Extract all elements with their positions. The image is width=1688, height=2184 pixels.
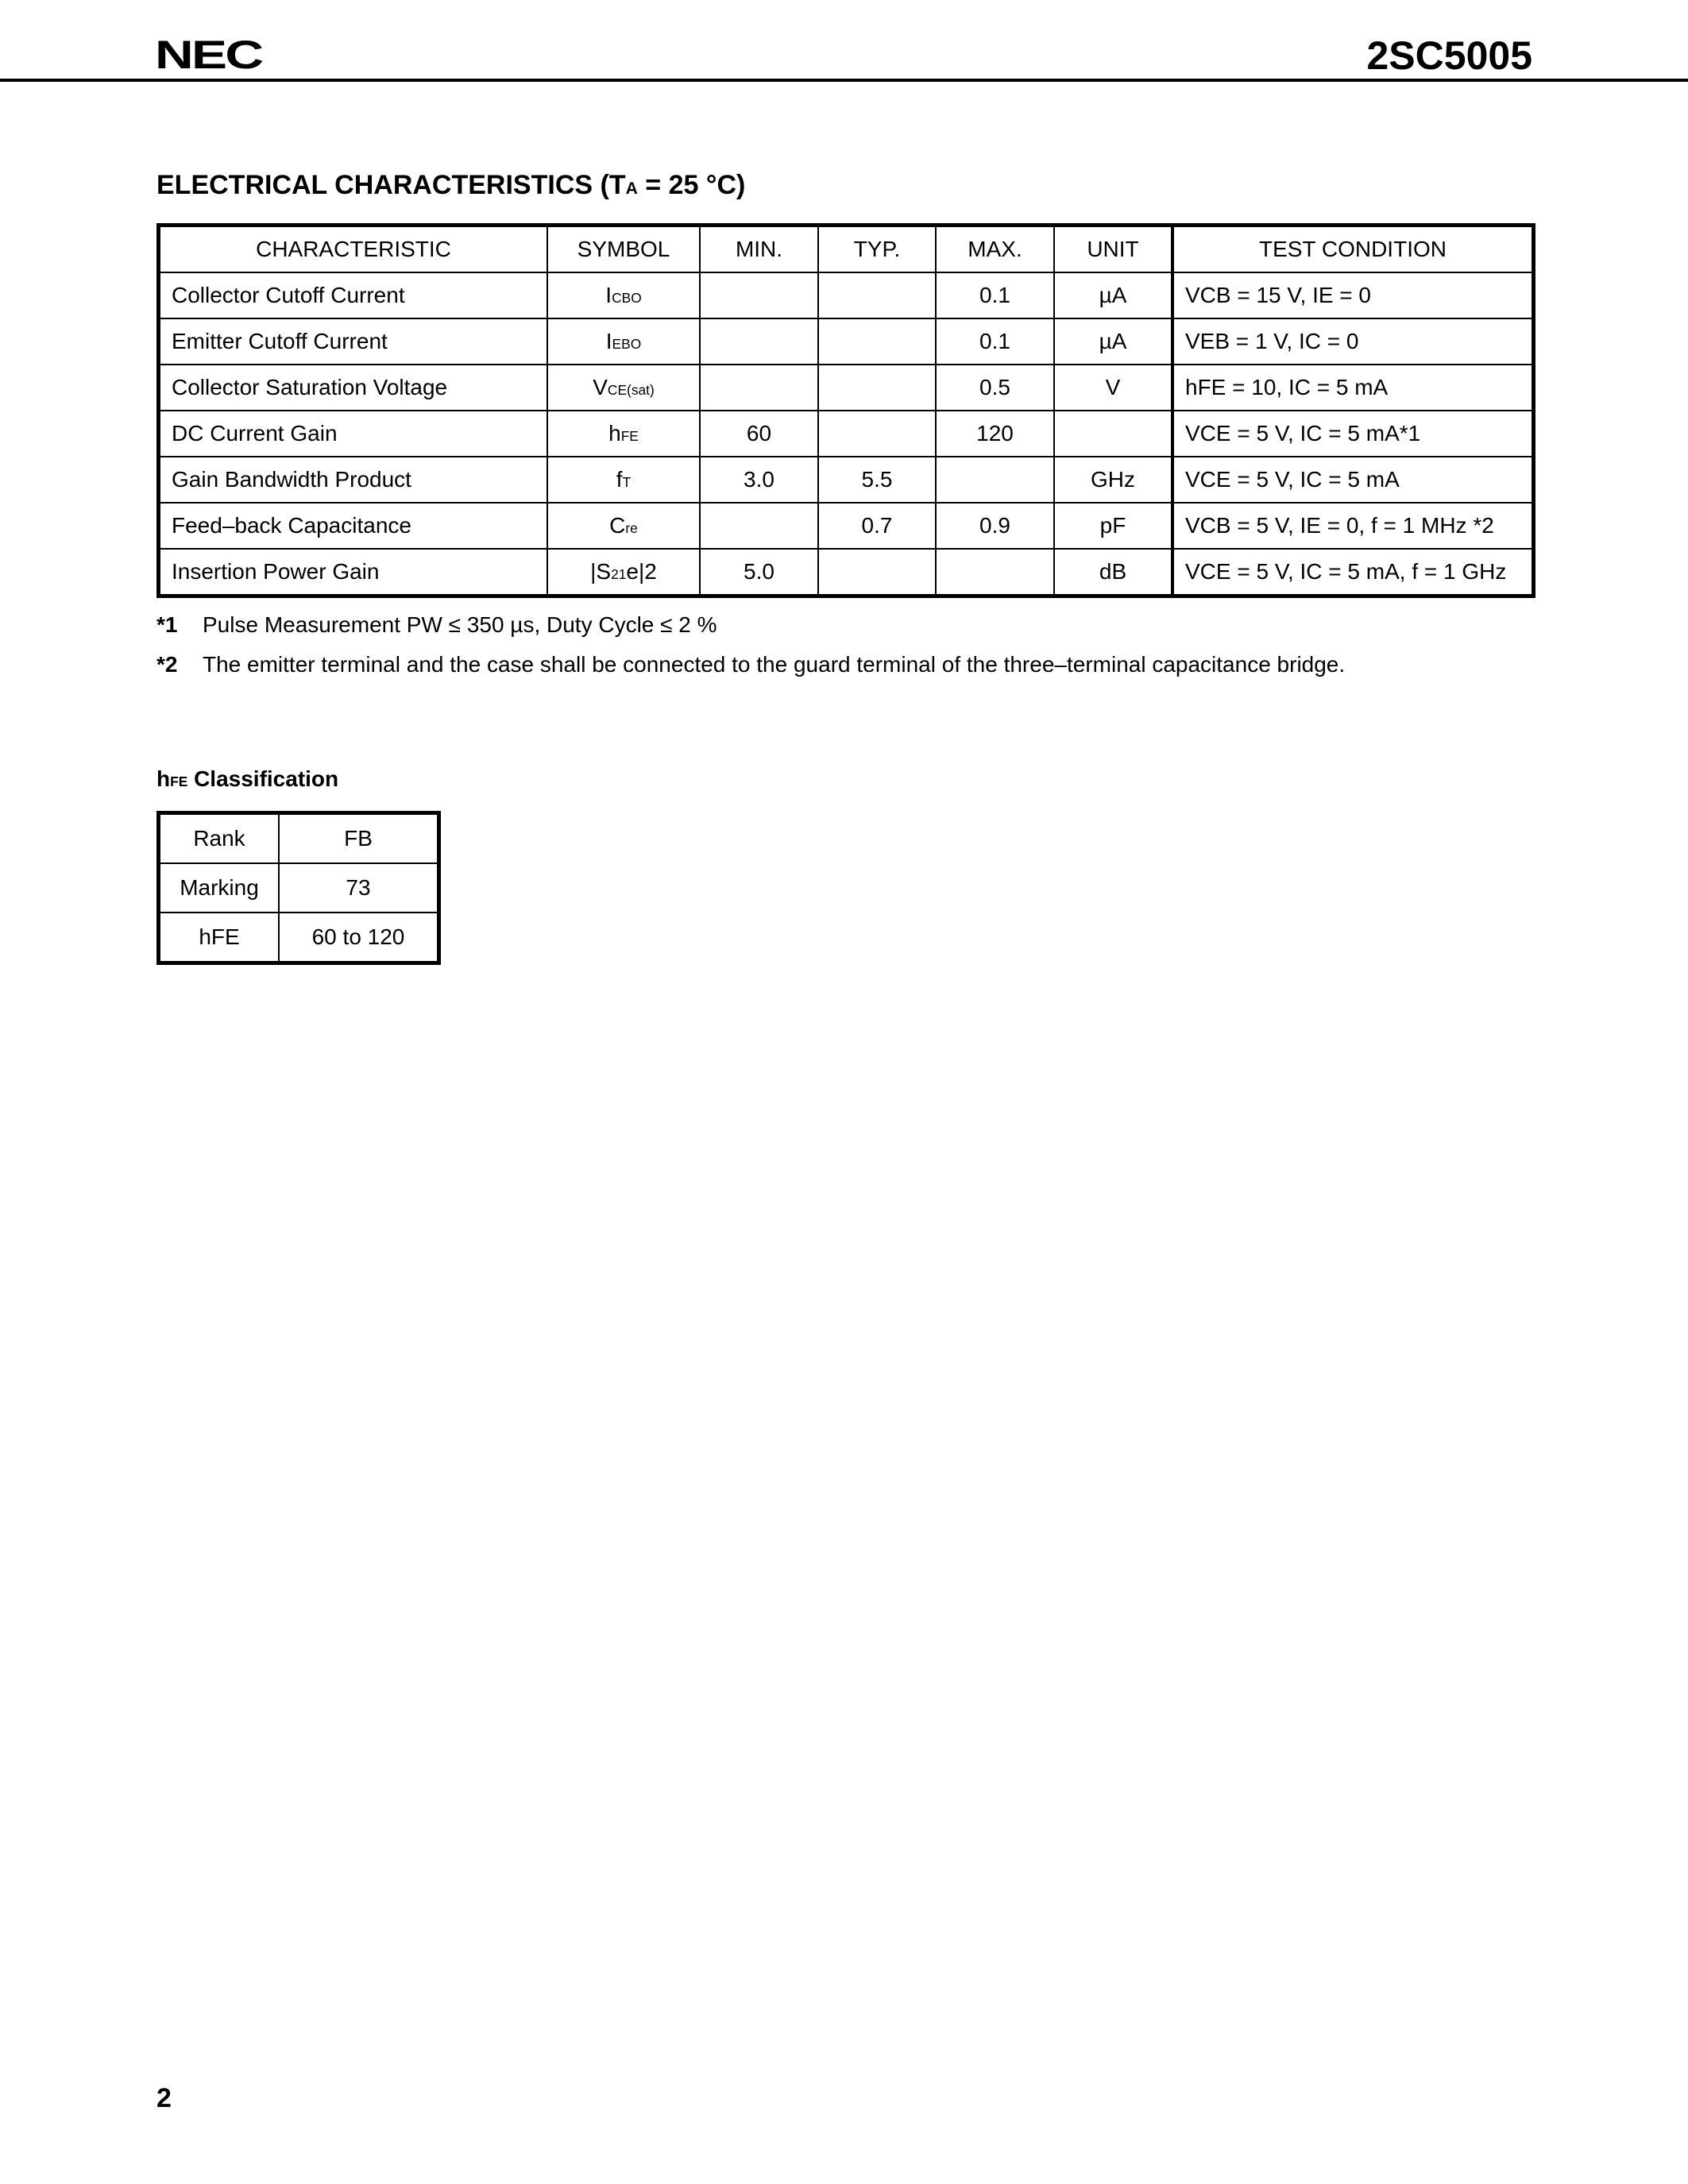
typ-cell [818, 411, 936, 457]
symbol-subscript: CBO [612, 290, 642, 306]
column-header: TEST CONDITION [1172, 226, 1534, 273]
typ-cell [818, 272, 936, 318]
section-title [156, 168, 745, 206]
symbol-subscript: EBO [612, 336, 642, 352]
hfe-classification-table [156, 811, 441, 965]
characteristic-cell: Gain Bandwidth Product [159, 457, 548, 503]
footnote-text: Pulse Measurement PW ≤ 350 µs, Duty Cycle ≤ 2 % [203, 612, 717, 637]
column-header: CHARACTERISTIC [159, 226, 548, 273]
electrical-characteristics-table [156, 223, 1535, 598]
symbol-suffix: e|2 [626, 559, 657, 584]
max-cell [936, 457, 1054, 503]
characteristic-cell: Emitter Cutoff Current [159, 318, 548, 365]
max-cell [936, 549, 1054, 596]
symbol-main: f [616, 467, 623, 492]
column-header: SYMBOL [547, 226, 700, 273]
unit-cell: µA [1054, 318, 1172, 365]
characteristic-cell: Collector Cutoff Current [159, 272, 548, 318]
table-row [159, 457, 1534, 503]
unit-cell: dB [1054, 549, 1172, 596]
symbol-subscript: re [625, 520, 638, 536]
max-cell: 0.5 [936, 365, 1054, 411]
symbol-cell [547, 365, 700, 411]
unit-cell: V [1054, 365, 1172, 411]
symbol-subscript: FE [620, 428, 639, 444]
hfe-classification-title [156, 763, 338, 797]
page-number: 2 [156, 2083, 172, 2113]
typ-cell [818, 365, 936, 411]
symbol-main: h [608, 421, 621, 446]
table-row [159, 318, 1534, 365]
table-row [159, 549, 1534, 596]
hfe-title-rest: Classification [187, 766, 339, 791]
min-cell [700, 318, 818, 365]
characteristic-cell: Collector Saturation Voltage [159, 365, 548, 411]
row-value: 73 [279, 863, 439, 913]
table-row [159, 813, 439, 864]
symbol-subscript: 21 [611, 566, 627, 582]
table-row [159, 272, 1534, 318]
symbol-main: |S [590, 559, 612, 584]
test-condition-cell: VEB = 1 V, IC = 0 [1172, 318, 1534, 365]
hfe-title-subscript: FE [170, 774, 188, 789]
test-condition-cell: VCB = 15 V, IE = 0 [1172, 272, 1534, 318]
part-number: 2SC5005 [1366, 33, 1532, 78]
row-label: Marking [159, 863, 280, 913]
section-title-subscript: A [625, 179, 638, 198]
footnote-mark: *2 [156, 652, 178, 677]
column-header: UNIT [1054, 226, 1172, 273]
symbol-cell [547, 503, 700, 549]
max-cell: 120 [936, 411, 1054, 457]
table-row [159, 411, 1534, 457]
symbol-main: C [609, 513, 626, 538]
nec-logo: NEC [155, 33, 262, 77]
section-title-suffix: = 25 °C) [637, 170, 746, 200]
footnote [156, 605, 1345, 645]
table-row [159, 913, 439, 963]
symbol-main: V [593, 375, 608, 399]
header-rule [0, 79, 1688, 82]
max-cell: 0.9 [936, 503, 1054, 549]
characteristic-cell: Feed–back Capacitance [159, 503, 548, 549]
row-label: hFE [159, 913, 280, 963]
test-condition-cell: hFE = 10, IC = 5 mA [1172, 365, 1534, 411]
min-cell: 3.0 [700, 457, 818, 503]
column-header: MIN. [700, 226, 818, 273]
footnote-text: The emitter terminal and the case shall be connected to the guard terminal of the three–terminal capacitance bridge. [203, 652, 1346, 677]
test-condition-cell: VCE = 5 V, IC = 5 mA, f = 1 GHz [1172, 549, 1534, 596]
characteristic-cell: DC Current Gain [159, 411, 548, 457]
column-header: TYP. [818, 226, 936, 273]
max-cell: 0.1 [936, 272, 1054, 318]
symbol-main: I [605, 329, 612, 353]
hfe-title-main: h [156, 766, 171, 791]
symbol-subscript: CE(sat) [607, 382, 655, 398]
min-cell [700, 503, 818, 549]
row-value: FB [279, 813, 439, 864]
min-cell: 60 [700, 411, 818, 457]
symbol-cell [547, 411, 700, 457]
typ-cell [818, 318, 936, 365]
symbol-subscript: T [622, 474, 632, 490]
symbol-main: I [605, 283, 612, 307]
table-row [159, 503, 1534, 549]
unit-cell: pF [1054, 503, 1172, 549]
min-cell: 5.0 [700, 549, 818, 596]
footnote [156, 645, 1345, 685]
test-condition-cell: VCE = 5 V, IC = 5 mA*1 [1172, 411, 1534, 457]
typ-cell: 5.5 [818, 457, 936, 503]
characteristic-cell: Insertion Power Gain [159, 549, 548, 596]
row-label: Rank [159, 813, 280, 864]
footnotes [156, 605, 1345, 685]
symbol-cell [547, 318, 700, 365]
table-header-row [159, 226, 1534, 273]
max-cell: 0.1 [936, 318, 1054, 365]
typ-cell: 0.7 [818, 503, 936, 549]
column-header: MAX. [936, 226, 1054, 273]
typ-cell [818, 549, 936, 596]
test-condition-cell: VCB = 5 V, IE = 0, f = 1 MHz *2 [1172, 503, 1534, 549]
footnote-mark: *1 [156, 612, 178, 637]
test-condition-cell: VCE = 5 V, IC = 5 mA [1172, 457, 1534, 503]
min-cell [700, 365, 818, 411]
unit-cell: GHz [1054, 457, 1172, 503]
min-cell [700, 272, 818, 318]
table-row [159, 863, 439, 913]
unit-cell: µA [1054, 272, 1172, 318]
row-value: 60 to 120 [279, 913, 439, 963]
table-row [159, 365, 1534, 411]
symbol-cell [547, 549, 700, 596]
section-title-main: ELECTRICAL CHARACTERISTICS (T [156, 170, 626, 200]
symbol-cell [547, 457, 700, 503]
unit-cell [1054, 411, 1172, 457]
symbol-cell [547, 272, 700, 318]
